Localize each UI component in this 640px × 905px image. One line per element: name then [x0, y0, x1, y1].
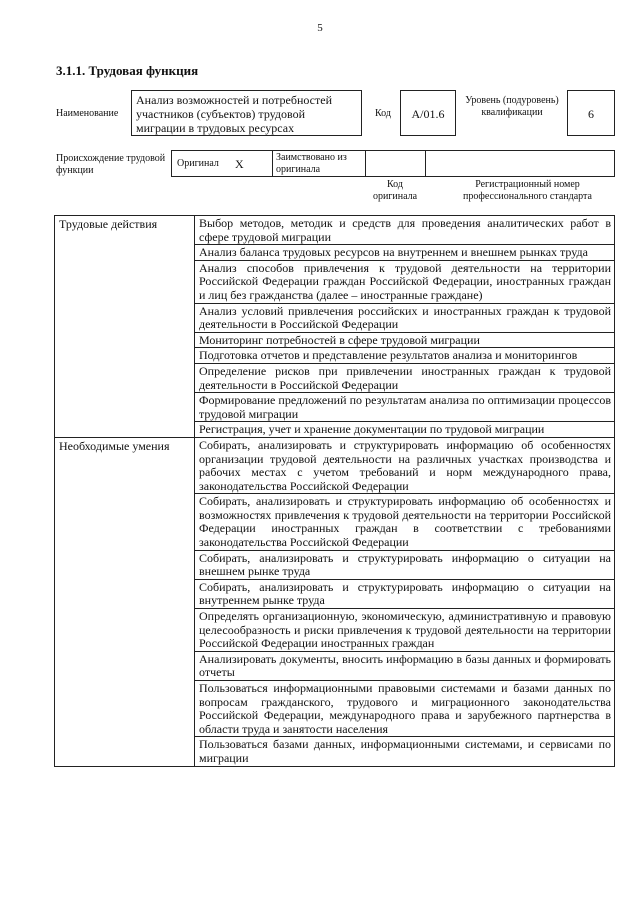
table-cell-item: Пользоваться информационными правовыми системами и базами данных по вопросам гражданского, трудового и миграционного законодательства Российской Федерации, международного права и зарубежного партнерства в области труда и занятости населения [195, 681, 615, 737]
function-name-box [131, 90, 362, 136]
borrowed-label: Заимствовано из оригинала [276, 152, 347, 175]
category-labor-actions: Трудовые действия [55, 216, 195, 438]
table-cell-item: Собирать, анализировать и структурировать информацию о ситуации на внутреннем рынке труда [195, 579, 615, 608]
code-original-caption: Код оригинала [372, 179, 418, 202]
origin-divider-2 [365, 150, 366, 177]
page-number: 5 [317, 22, 323, 34]
table-row [55, 216, 615, 245]
original-mark: X [235, 157, 244, 171]
table-row [55, 437, 615, 493]
origin-label: Происхождение трудовой функции [56, 153, 166, 176]
code-label: Код [375, 108, 391, 119]
table-cell-item: Анализ способов привлечения к трудовой деятельности на территории Российской Федерации граждан Российской Федерации, иностранных граждан и лиц без гражданства (далее – иностранные граждане) [195, 260, 615, 303]
origin-divider-1 [272, 150, 273, 177]
category-required-skills: Необходимые умения [55, 437, 195, 766]
function-table-body [55, 216, 615, 767]
reg-number-caption: Регистрационный номер профессионального стандарта [463, 179, 592, 202]
table-cell-item: Подготовка отчетов и представление результатов анализа и мониторингов [195, 348, 615, 364]
table-cell-item: Анализировать документы, вносить информацию в базы данных и формировать отчеты [195, 651, 615, 680]
table-cell-item: Собирать, анализировать и структурировать информацию об особенностях организации трудовой деятельности на различных участках производства и рабочих местах с учетом требований и норм международного права, законодательства Российской Федерации [195, 437, 615, 493]
table-cell-item: Собирать, анализировать и структурировать информацию об особенностях и возможностях привлечения к трудовой деятельности на территории Российской Федерации иностранных граждан в соответствии с требованиями законодательства Российской Федерации [195, 494, 615, 550]
code-box [400, 90, 456, 136]
name-label: Наименование [56, 108, 119, 119]
level-value: 6 [588, 107, 594, 121]
table-cell-item: Анализ условий привлечения российских и иностранных граждан к трудовой деятельности в Российской Федерации [195, 303, 615, 332]
table-cell-item: Формирование предложений по результатам анализа по оптимизации процессов трудовой миграции [195, 393, 615, 422]
table-cell-item: Собирать, анализировать и структурировать информацию о ситуации на внешнем рынке труда [195, 550, 615, 579]
table-cell-item: Анализ баланса трудовых ресурсов на внутреннем и внешнем рынках труда [195, 245, 615, 261]
function-table [54, 215, 615, 767]
function-name: Анализ возможностей и потребностей участников (субъектов) трудовой миграции в трудовых ресурсах [136, 93, 332, 135]
table-cell-item: Мониторинг потребностей в сфере трудовой миграции [195, 332, 615, 348]
table-cell-item: Определение рисков при привлечении иностранных граждан к трудовой деятельности в Российской Федерации [195, 363, 615, 392]
code-value: A/01.6 [411, 107, 445, 121]
table-cell-item: Выбор методов, методик и средств для проведения аналитических работ в сфере трудовой миграции [195, 216, 615, 245]
level-label: Уровень (подуровень) квалификации [465, 95, 559, 118]
table-cell-item: Регистрация, учет и хранение документации по трудовой миграции [195, 422, 615, 438]
original-label: Оригинал [177, 158, 219, 169]
section-title: 3.1.1. Трудовая функция [56, 63, 199, 78]
level-box [567, 90, 615, 136]
origin-divider-3 [425, 150, 426, 177]
table-cell-item: Определять организационную, экономическую, административную и правовую целесообразность и риски привлечения к трудовой деятельности на территории Российской Федерации иностранных граждан [195, 609, 615, 652]
table-cell-item: Пользоваться базами данных, информационными системами, и сервисами по миграции [195, 737, 615, 766]
